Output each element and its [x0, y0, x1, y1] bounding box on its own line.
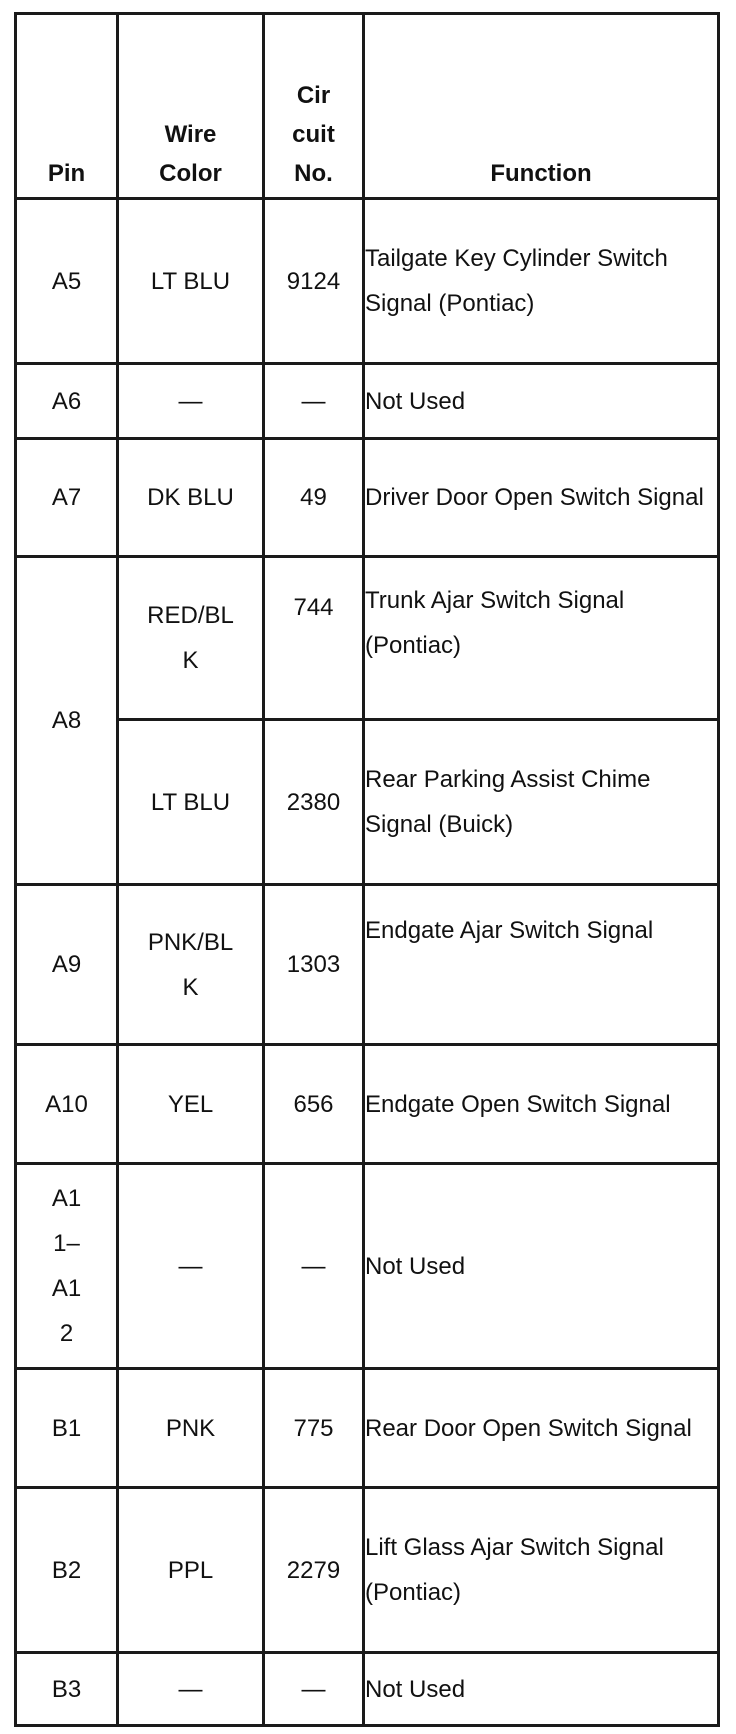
function-cell: Rear Parking Assist Chime Signal (Buick) — [364, 720, 719, 885]
wire-color-cell: PPL — [118, 1488, 264, 1653]
circuit-cell: 9124 — [264, 199, 364, 364]
function-cell: Driver Door Open Switch Signal — [364, 439, 719, 557]
pin-cell: A6 — [16, 364, 118, 439]
function-cell: Lift Glass Ajar Switch Signal (Pontiac) — [364, 1488, 719, 1653]
wire-color-cell: — — [118, 364, 264, 439]
table-row — [16, 720, 719, 885]
circuit-cell: — — [264, 364, 364, 439]
wire-color-cell: — — [118, 1164, 264, 1369]
connector-pinout-table — [14, 12, 720, 1727]
circuit-cell: — — [264, 1164, 364, 1369]
circuit-cell: 656 — [264, 1045, 364, 1164]
table-row — [16, 1164, 719, 1369]
table-header-row — [16, 14, 719, 199]
pin-cell: B2 — [16, 1488, 118, 1653]
table-row — [16, 199, 719, 364]
function-cell: Rear Door Open Switch Signal — [364, 1369, 719, 1488]
table-row — [16, 557, 719, 720]
header-wire-color: Wire Color — [118, 14, 264, 199]
pin-cell: A10 — [16, 1045, 118, 1164]
wire-color-cell: RED/BLK — [118, 557, 264, 720]
pin-cell: B1 — [16, 1369, 118, 1488]
wire-color-cell: — — [118, 1653, 264, 1726]
table-row — [16, 439, 719, 557]
function-cell: Not Used — [364, 1164, 719, 1369]
function-cell: Endgate Ajar Switch Signal — [364, 885, 719, 1045]
pin-cell: A7 — [16, 439, 118, 557]
function-cell: Not Used — [364, 1653, 719, 1726]
pin-cell: A9 — [16, 885, 118, 1045]
header-function: Function — [364, 14, 719, 199]
circuit-cell: 744 — [264, 557, 364, 720]
wire-color-cell: DK BLU — [118, 439, 264, 557]
function-cell: Not Used — [364, 364, 719, 439]
function-cell: Endgate Open Switch Signal — [364, 1045, 719, 1164]
table-row — [16, 1488, 719, 1653]
header-circuit-no: Cir cuit No. — [264, 14, 364, 199]
wire-color-cell: YEL — [118, 1045, 264, 1164]
circuit-cell: 49 — [264, 439, 364, 557]
circuit-cell: 1303 — [264, 885, 364, 1045]
circuit-cell: 2380 — [264, 720, 364, 885]
function-cell: Tailgate Key Cylinder Switch Signal (Pontiac) — [364, 199, 719, 364]
connector-pinout-table-container — [14, 12, 717, 1727]
circuit-cell: — — [264, 1653, 364, 1726]
table-row — [16, 1045, 719, 1164]
table-row — [16, 1369, 719, 1488]
pin-cell: A11–A12 — [16, 1164, 118, 1369]
table-row — [16, 885, 719, 1045]
pin-cell: A5 — [16, 199, 118, 364]
wire-color-cell: LT BLU — [118, 199, 264, 364]
circuit-cell: 2279 — [264, 1488, 364, 1653]
wire-color-cell: LT BLU — [118, 720, 264, 885]
wire-color-cell: PNK — [118, 1369, 264, 1488]
pin-cell: B3 — [16, 1653, 118, 1726]
circuit-cell: 775 — [264, 1369, 364, 1488]
table-row — [16, 1653, 719, 1726]
header-pin: Pin — [16, 14, 118, 199]
pin-cell: A8 — [16, 557, 118, 885]
function-cell: Trunk Ajar Switch Signal (Pontiac) — [364, 557, 719, 720]
wire-color-cell: PNK/BLK — [118, 885, 264, 1045]
table-row — [16, 364, 719, 439]
